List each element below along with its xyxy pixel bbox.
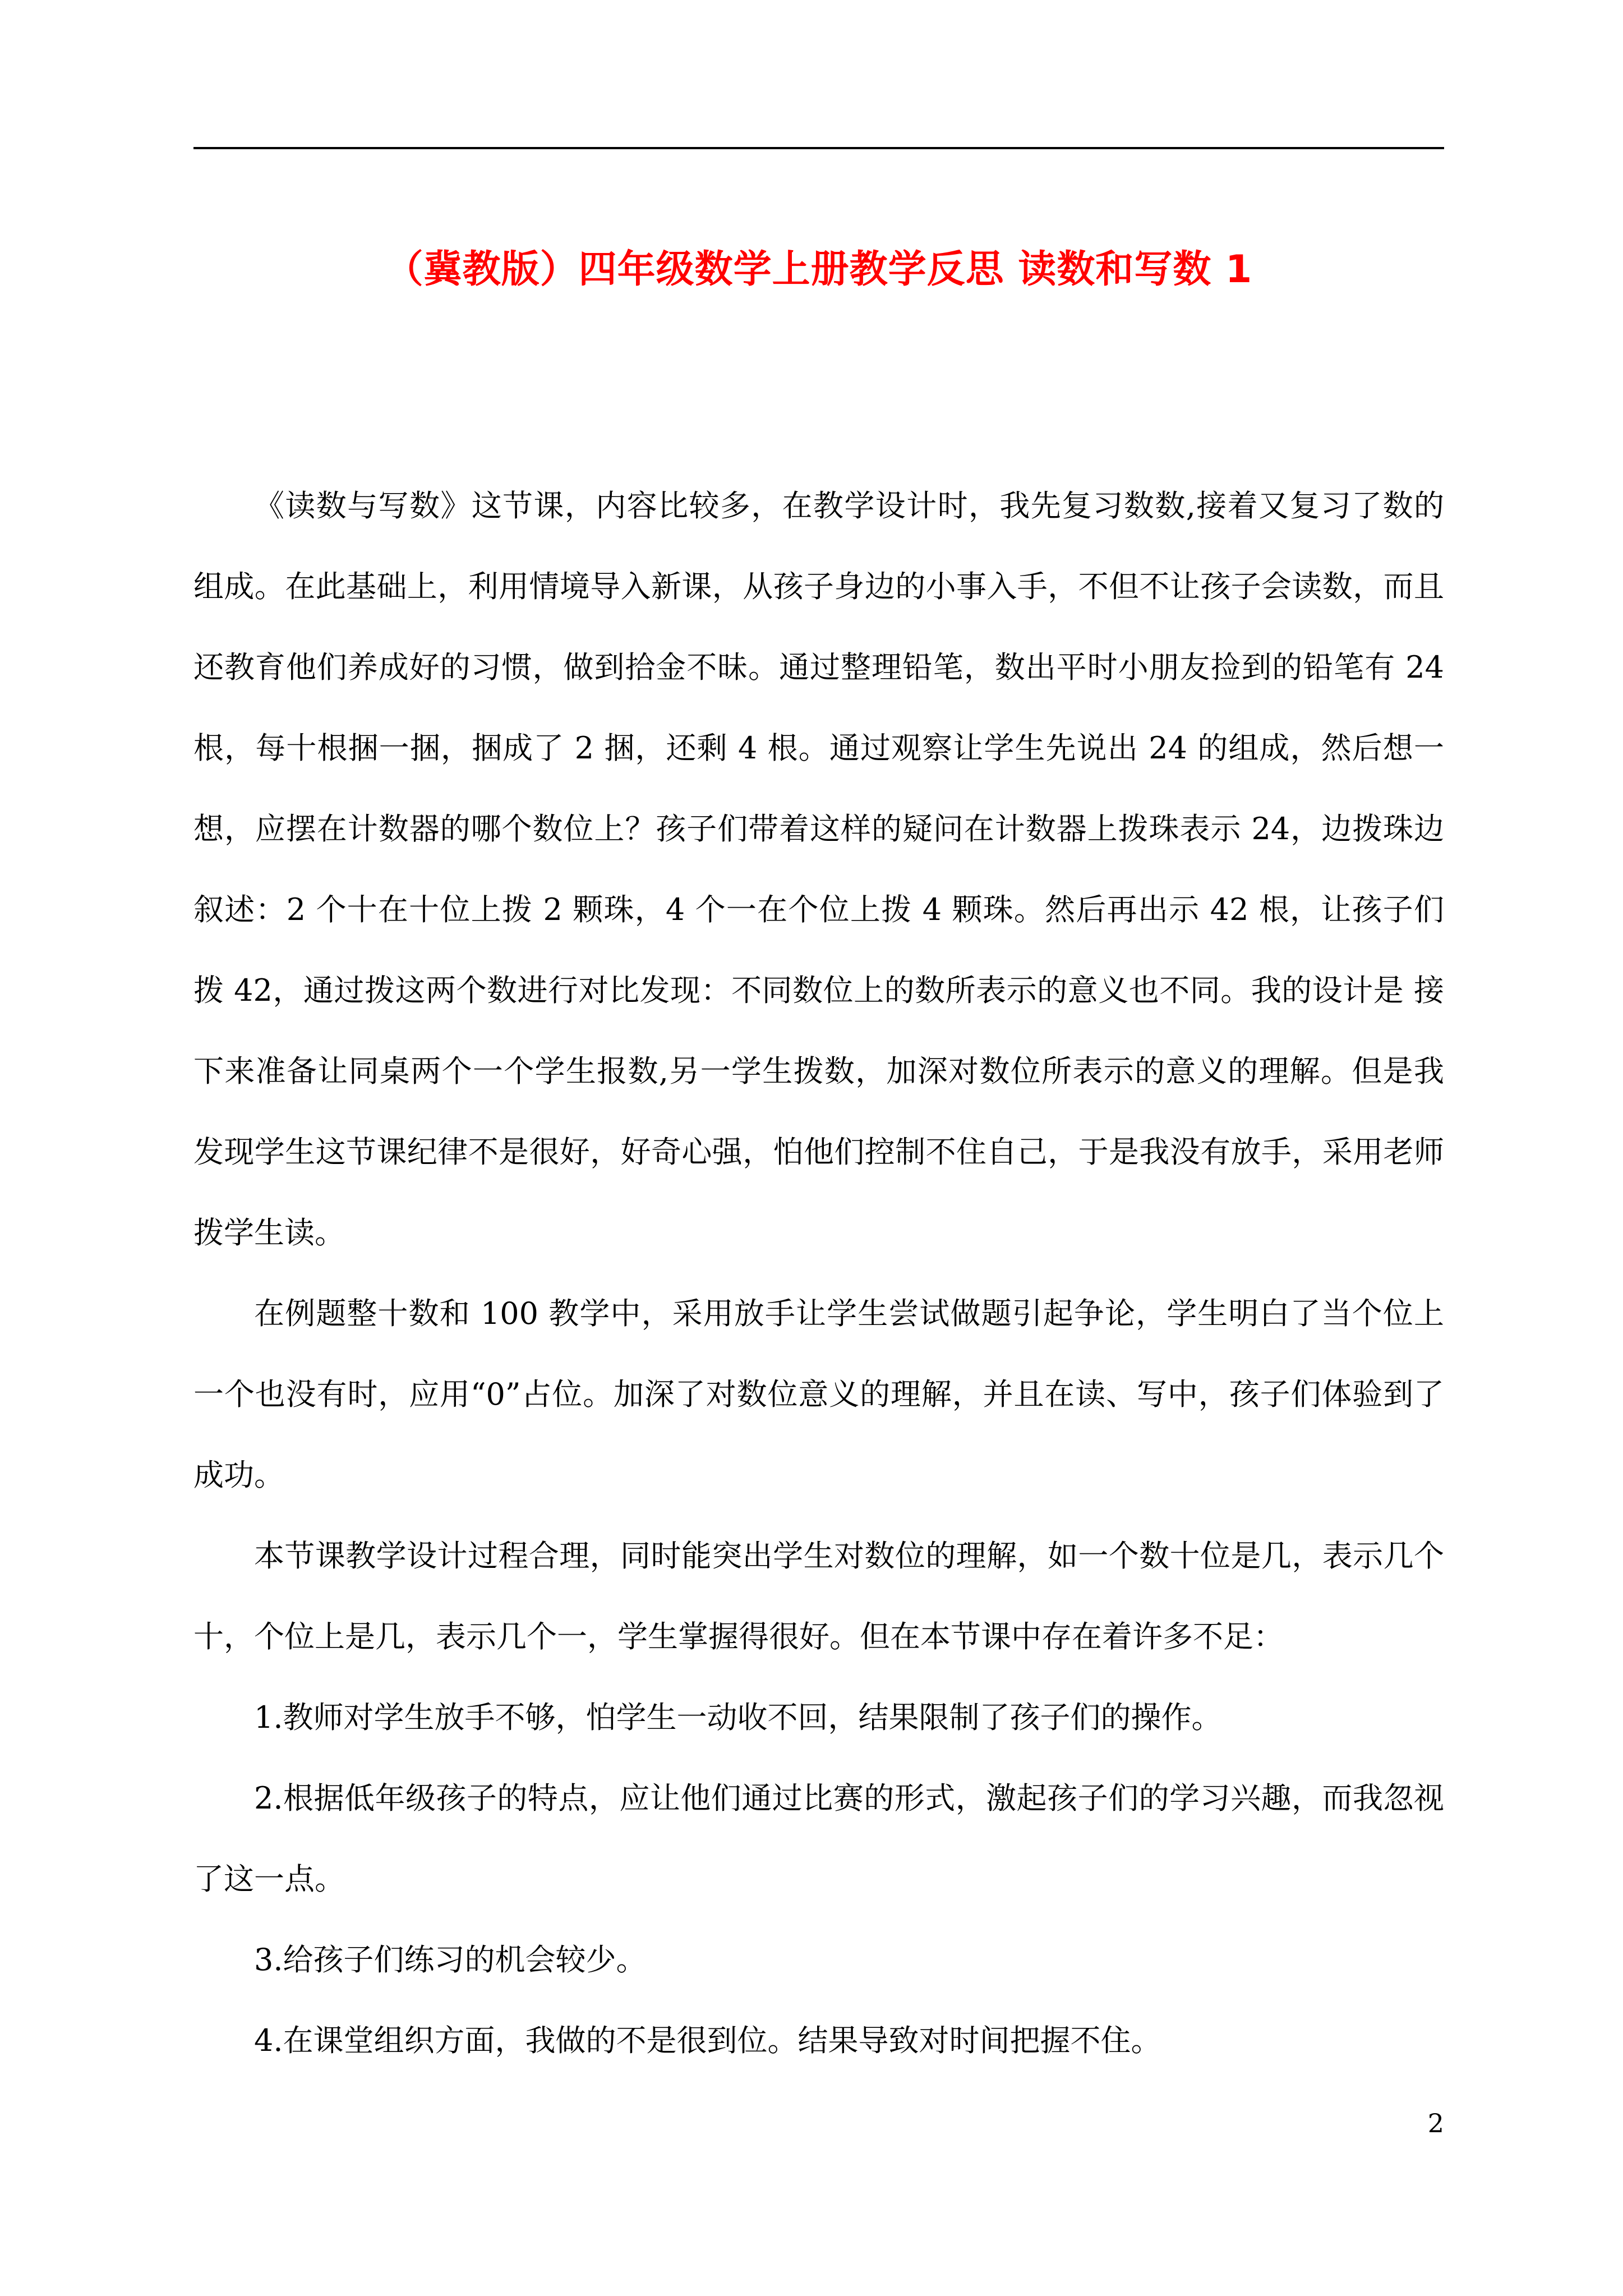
list-item-3: 3.给孩子们练习的机会较少。 [254,1942,647,1977]
page-number: 2 [1427,2108,1444,2138]
list-item-4: 4.在课堂组织方面，我做的不是很到位。结果导致对时间把握不住。 [254,2023,1161,2058]
document-body [193,466,1444,2081]
paragraph-2: 在例题整十数和 100 教学中，采用放手让学生尝试做题引起争论，学生明白了当个位上一个也没有时，应用“0”占位。加深了对数位意义的理解，并且在读、写中，孩子们体验到了成功。 [193,1296,1444,1493]
header-rule [193,147,1444,149]
paragraph-3: 本节课教学设计过程合理，同时能突出学生对数位的理解，如一个数十位是几，表示几个十，个位上是几，表示几个一，学生掌握得很好。但在本节课中存在着许多不足： [193,1538,1444,1654]
paragraph-1: 《读数与写数》这节课，内容比较多，在教学设计时，我先复习数数,接着又复习了数的组成。在此基础上，利用情境导入新课，从孩子身边的小事入手，不但不让孩子会读数，而且还教育他们养成好的习惯，做到拾金不昧。通过整理铅笔，数出平时小朋友捡到的铅笔有 24 根，每十根捆一捆，捆成了 2 捆，还剩 4 根。通过观察让学生先说出 24 的组成，然后想一想，应摆在计数器的哪个数位上？孩子们带着这样的疑问在计数器上拨珠表示 24，边拨珠边叙述：2 个十在十位上拨 2 颗珠，4 个一在个位上拨 4 颗珠。然后再出示 42 根，让孩子们拨 42，通过拨这两个数进行对比发现：不同数位上的数所表示的意义也不同。我的设计是 接下来准备让同桌两个一个学生报数,另一学生拨数，加深对数位所表示的意义的理解。但是我发现学生这节课纪律不是很好，好奇心强，怕他们控制不住自己，于是我没有放手，采用老师拨学生读。 [193,488,1444,1250]
list-item-2: 2.根据低年级孩子的特点，应让他们通过比赛的形式，激起孩子们的学习兴趣，而我忽视了这一点。 [193,1780,1444,1897]
list-item-1: 1.教师对学生放手不够，怕学生一动收不回，结果限制了孩子们的操作。 [254,1700,1222,1735]
document-title: （冀教版）四年级数学上册教学反思 读数和写数 1 [385,247,1253,292]
